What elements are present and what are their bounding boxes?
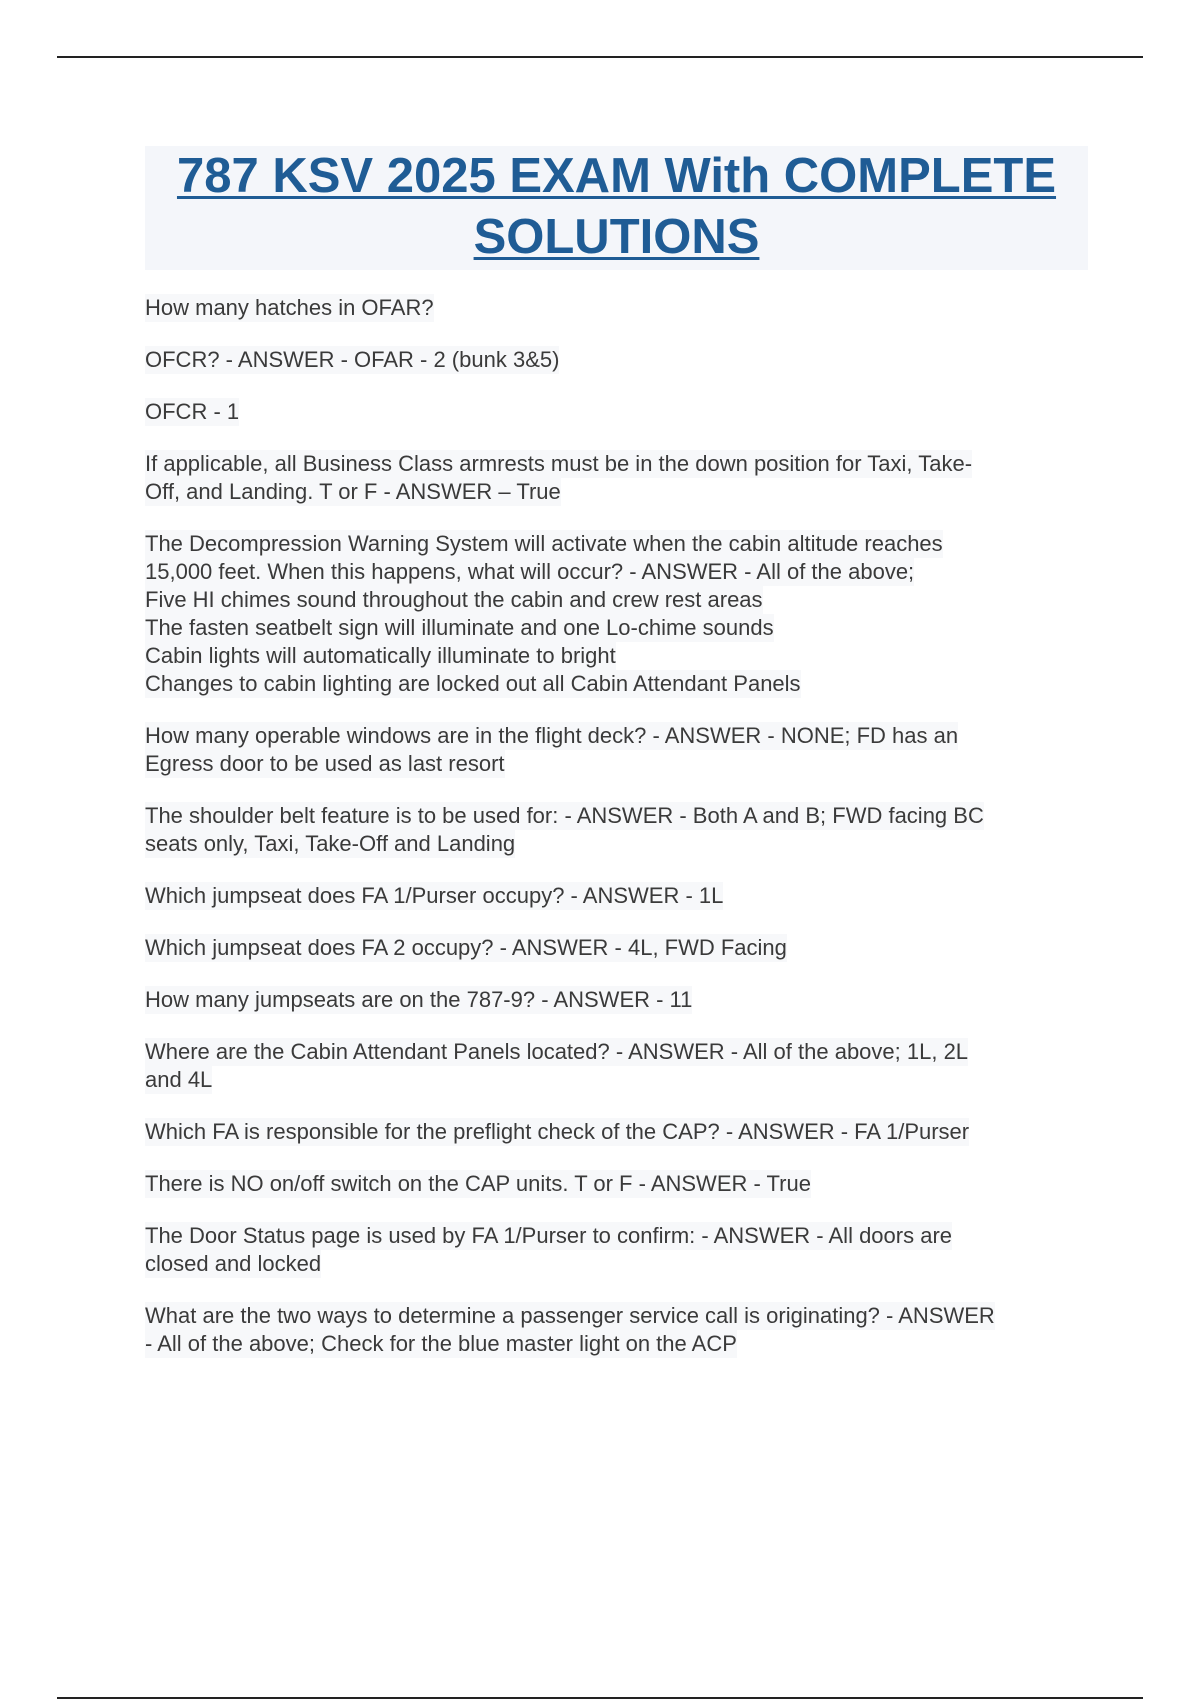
qa-paragraph bbox=[145, 882, 1088, 910]
qa-paragraph bbox=[145, 398, 1088, 426]
bottom-rule bbox=[57, 1697, 1143, 1699]
paragraph-line: seats only, Taxi, Take-Off and Landing bbox=[145, 831, 516, 856]
paragraph-line: Where are the Cabin Attendant Panels located? - ANSWER - All of the above; 1L, 2L bbox=[145, 1039, 969, 1064]
paragraph-line: Which jumpseat does FA 1/Purser occupy? - ANSWER - 1L bbox=[145, 883, 724, 908]
paragraph-line: What are the two ways to determine a passenger service call is originating? - ANSWER bbox=[145, 1303, 995, 1328]
paragraph-line: 15,000 feet. When this happens, what will occur? - ANSWER - All of the above; bbox=[145, 559, 915, 584]
qa-paragraph bbox=[145, 934, 1088, 962]
qa-paragraph bbox=[145, 1038, 1088, 1094]
paragraph-line: The shoulder belt feature is to be used for: - ANSWER - Both A and B; FWD facing BC bbox=[145, 803, 984, 828]
paragraph-line: Changes to cabin lighting are locked out all Cabin Attendant Panels bbox=[145, 671, 801, 696]
title-line-1: 787 KSV 2025 EXAM With COMPLETE bbox=[176, 149, 1057, 203]
paragraph-line: Off, and Landing. T or F - ANSWER – True bbox=[145, 479, 561, 504]
paragraph-line: OFCR - 1 bbox=[145, 399, 240, 424]
paragraph-line: closed and locked bbox=[145, 1251, 322, 1276]
paragraph-line: - All of the above; Check for the blue master light on the ACP bbox=[145, 1331, 737, 1356]
paragraph-line: Cabin lights will automatically illuminate to bright bbox=[145, 643, 616, 668]
paragraph-line: How many jumpseats are on the 787-9? - ANSWER - 11 bbox=[145, 987, 693, 1012]
paragraph-line: If applicable, all Business Class armrests must be in the down position for Taxi, Take- bbox=[145, 451, 973, 476]
paragraph-line: Which FA is responsible for the preflight check of the CAP? - ANSWER - FA 1/Purser bbox=[145, 1119, 970, 1144]
paragraph-line: How many operable windows are in the flight deck? - ANSWER - NONE; FD has an bbox=[145, 723, 959, 748]
document-title bbox=[145, 146, 1088, 268]
qa-paragraph bbox=[145, 1118, 1088, 1146]
paragraph-line: The Decompression Warning System will activate when the cabin altitude reaches bbox=[145, 531, 943, 556]
paragraph-line: There is NO on/off switch on the CAP units. T or F - ANSWER - True bbox=[145, 1171, 811, 1196]
paragraph-line: How many hatches in OFAR? bbox=[145, 295, 434, 320]
paragraph-line: Five HI chimes sound throughout the cabin and crew rest areas bbox=[145, 587, 763, 612]
qa-list bbox=[145, 294, 1088, 1358]
document-page bbox=[145, 146, 1088, 1382]
qa-paragraph bbox=[145, 722, 1088, 778]
paragraph-line: and 4L bbox=[145, 1067, 213, 1092]
qa-paragraph bbox=[145, 530, 1088, 698]
qa-paragraph bbox=[145, 1302, 1088, 1358]
title-line-2: SOLUTIONS bbox=[473, 210, 760, 264]
qa-paragraph bbox=[145, 1222, 1088, 1278]
qa-paragraph bbox=[145, 1170, 1088, 1198]
paragraph-line: OFCR? - ANSWER - OFAR - 2 (bunk 3&5) bbox=[145, 347, 560, 372]
qa-paragraph bbox=[145, 294, 1088, 322]
qa-paragraph bbox=[145, 802, 1088, 858]
qa-paragraph bbox=[145, 346, 1088, 374]
qa-paragraph bbox=[145, 986, 1088, 1014]
qa-paragraph bbox=[145, 450, 1088, 506]
paragraph-line: Which jumpseat does FA 2 occupy? - ANSWER - 4L, FWD Facing bbox=[145, 935, 787, 960]
paragraph-line: The fasten seatbelt sign will illuminate and one Lo-chime sounds bbox=[145, 615, 774, 640]
paragraph-line: The Door Status page is used by FA 1/Purser to confirm: - ANSWER - All doors are bbox=[145, 1223, 953, 1248]
title-block bbox=[145, 146, 1088, 270]
paragraph-line: Egress door to be used as last resort bbox=[145, 751, 505, 776]
top-rule bbox=[57, 56, 1143, 58]
